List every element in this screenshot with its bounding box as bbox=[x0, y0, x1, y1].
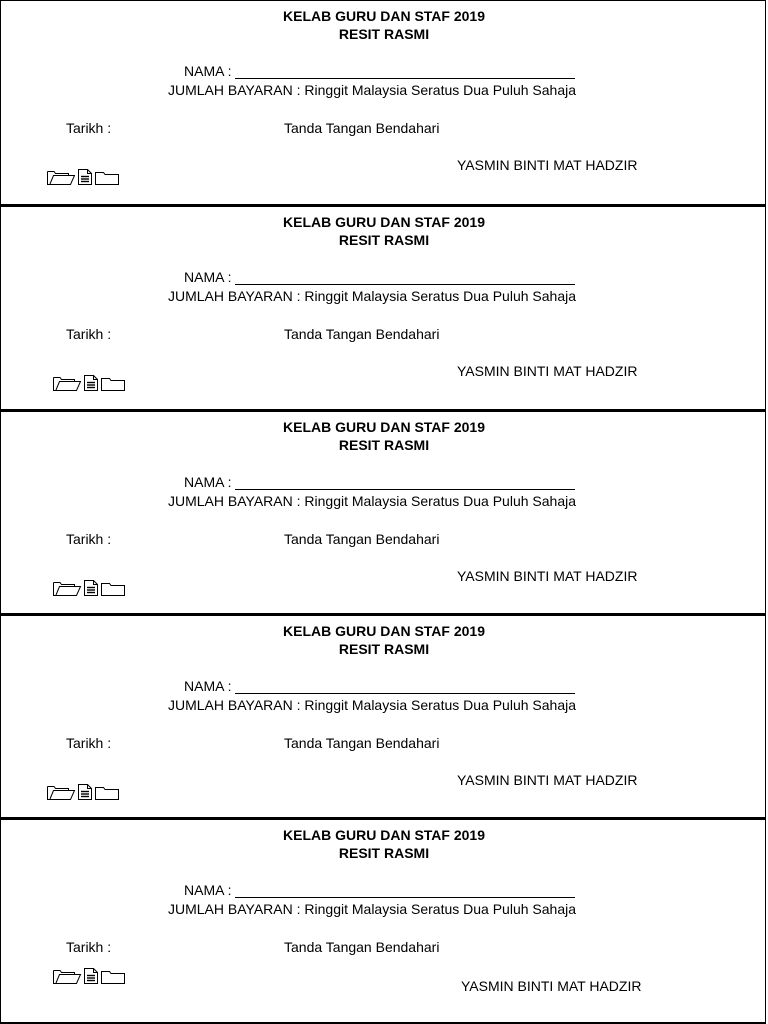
payment-amount-text: JUMLAH BAYARAN : Ringgit Malaysia Seratus Dua Puluh Sahaja bbox=[168, 901, 576, 917]
payment-amount-text: JUMLAH BAYARAN : Ringgit Malaysia Seratus Dua Puluh Sahaja bbox=[168, 697, 576, 713]
name-field-row bbox=[184, 474, 575, 490]
open-folder-icon bbox=[52, 579, 82, 597]
name-field-row bbox=[184, 63, 575, 79]
treasurer-name: YASMIN BINTI MAT HADZIR bbox=[457, 772, 638, 788]
icon-strip bbox=[46, 164, 120, 186]
icon-strip bbox=[52, 370, 126, 392]
name-label: NAMA : bbox=[184, 678, 232, 694]
folder-icon bbox=[94, 783, 120, 801]
folder-icon bbox=[100, 374, 126, 392]
name-field-row bbox=[184, 269, 575, 285]
name-blank-line bbox=[235, 679, 575, 694]
receipt-subtitle: RESIT RASMI bbox=[338, 26, 430, 42]
receipt-title: KELAB GURU DAN STAF 2019 bbox=[283, 827, 485, 843]
payment-amount-text: JUMLAH BAYARAN : Ringgit Malaysia Seratus Dua Puluh Sahaja bbox=[168, 493, 576, 509]
receipt-slip bbox=[0, 205, 766, 410]
treasurer-name: YASMIN BINTI MAT HADZIR bbox=[457, 157, 638, 173]
date-label: Tarikh : bbox=[66, 120, 112, 136]
icon-strip bbox=[52, 963, 126, 985]
name-field-row bbox=[184, 882, 575, 898]
receipt-title: KELAB GURU DAN STAF 2019 bbox=[283, 419, 485, 435]
date-label: Tarikh : bbox=[66, 531, 112, 547]
receipt-slip bbox=[0, 410, 766, 614]
icon-strip bbox=[46, 779, 120, 801]
document-icon bbox=[83, 967, 99, 985]
date-label: Tarikh : bbox=[66, 326, 112, 342]
receipt-slip bbox=[0, 614, 766, 818]
treasurer-signature-label: Tanda Tangan Bendahari bbox=[284, 939, 440, 955]
document-icon bbox=[83, 374, 99, 392]
date-label: Tarikh : bbox=[66, 939, 112, 955]
icon-strip bbox=[52, 575, 126, 597]
receipt-title: KELAB GURU DAN STAF 2019 bbox=[283, 623, 485, 639]
open-folder-icon bbox=[52, 967, 82, 985]
payment-amount-text: JUMLAH BAYARAN : Ringgit Malaysia Seratus Dua Puluh Sahaja bbox=[168, 288, 576, 304]
document-icon bbox=[83, 579, 99, 597]
document-icon bbox=[77, 783, 93, 801]
receipt-title: KELAB GURU DAN STAF 2019 bbox=[283, 8, 485, 24]
open-folder-icon bbox=[46, 168, 76, 186]
folder-icon bbox=[100, 967, 126, 985]
treasurer-signature-label: Tanda Tangan Bendahari bbox=[284, 531, 440, 547]
name-label: NAMA : bbox=[184, 63, 232, 79]
name-field-row bbox=[184, 678, 575, 694]
payment-amount-text: JUMLAH BAYARAN : Ringgit Malaysia Seratus Dua Puluh Sahaja bbox=[168, 82, 576, 98]
treasurer-name: YASMIN BINTI MAT HADZIR bbox=[457, 568, 638, 584]
receipt-title: KELAB GURU DAN STAF 2019 bbox=[283, 214, 485, 230]
open-folder-icon bbox=[46, 783, 76, 801]
document-icon bbox=[77, 168, 93, 186]
open-folder-icon bbox=[52, 374, 82, 392]
name-blank-line bbox=[235, 64, 575, 79]
receipt-subtitle: RESIT RASMI bbox=[338, 845, 430, 861]
name-blank-line bbox=[235, 475, 575, 490]
receipt-subtitle: RESIT RASMI bbox=[338, 437, 430, 453]
receipt-slip bbox=[0, 0, 766, 205]
name-label: NAMA : bbox=[184, 474, 232, 490]
folder-icon bbox=[94, 168, 120, 186]
receipt-subtitle: RESIT RASMI bbox=[338, 232, 430, 248]
treasurer-signature-label: Tanda Tangan Bendahari bbox=[284, 326, 440, 342]
treasurer-signature-label: Tanda Tangan Bendahari bbox=[284, 120, 440, 136]
treasurer-name: YASMIN BINTI MAT HADZIR bbox=[461, 978, 642, 994]
receipt-slip bbox=[0, 818, 766, 1024]
date-label: Tarikh : bbox=[66, 735, 112, 751]
name-label: NAMA : bbox=[184, 882, 232, 898]
treasurer-name: YASMIN BINTI MAT HADZIR bbox=[457, 363, 638, 379]
name-blank-line bbox=[235, 883, 575, 898]
receipt-subtitle: RESIT RASMI bbox=[338, 641, 430, 657]
treasurer-signature-label: Tanda Tangan Bendahari bbox=[284, 735, 440, 751]
name-blank-line bbox=[235, 270, 575, 285]
name-label: NAMA : bbox=[184, 269, 232, 285]
folder-icon bbox=[100, 579, 126, 597]
